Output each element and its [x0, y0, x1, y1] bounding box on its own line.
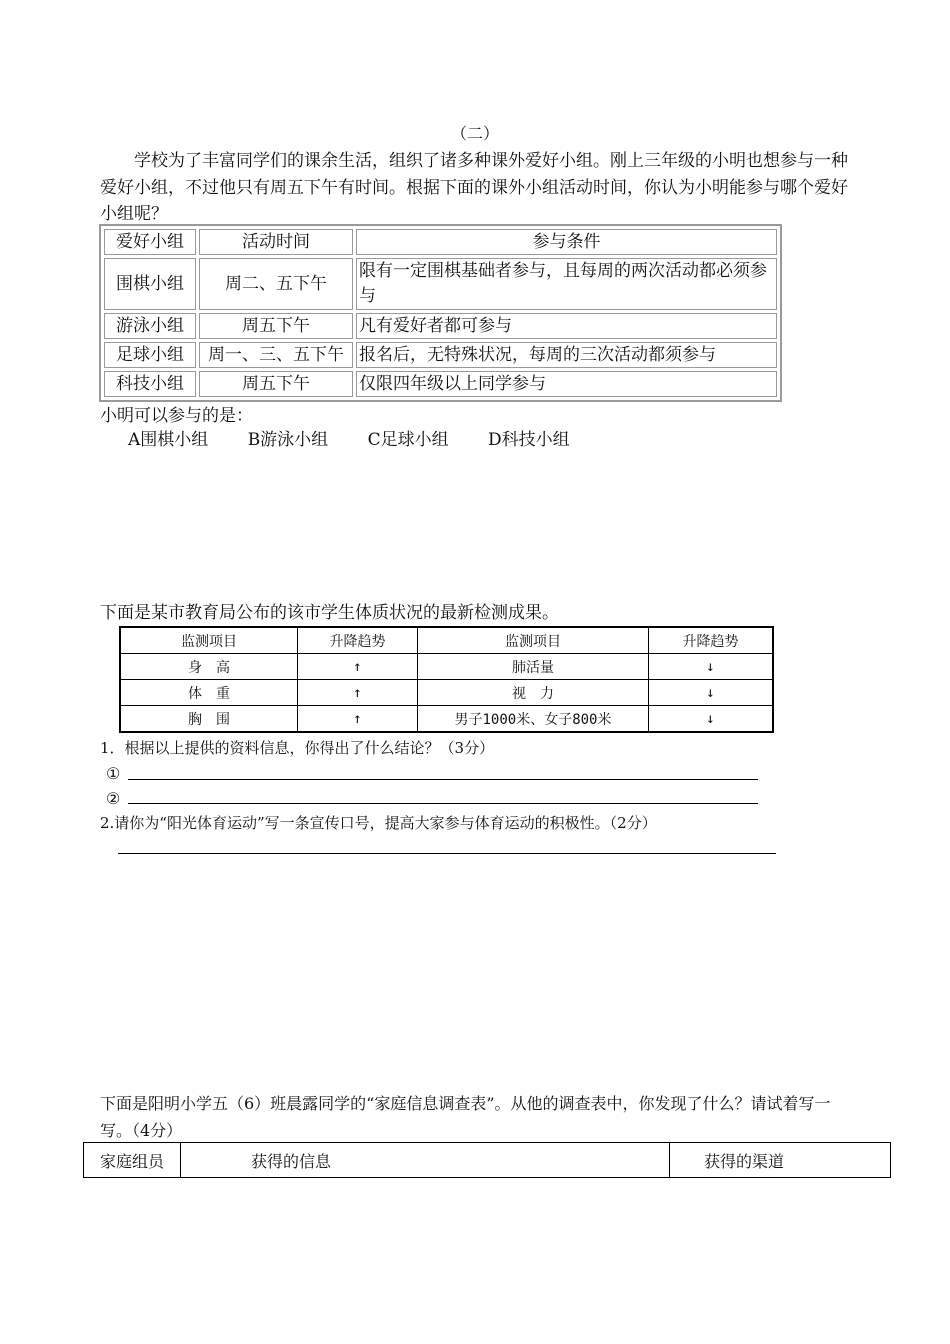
table-row: [120, 654, 773, 680]
table-row: [120, 706, 773, 733]
section1-intro: [100, 148, 855, 228]
header-cell: 监测项目: [418, 627, 649, 654]
option-c[interactable]: C足球小组: [367, 430, 449, 450]
question-text: 小明可以参与的是：: [100, 406, 253, 426]
table-cell: 周一、三、五下午: [199, 342, 353, 368]
trend-cell: ↓: [649, 706, 774, 733]
table-row: [120, 680, 773, 706]
section-title: （二）: [450, 124, 499, 143]
header-cell: 参与条件: [356, 229, 777, 255]
section2-intro: 下面是某市教育局公布的该市学生体质状况的最新检测成果。: [100, 603, 559, 623]
answer-options: [128, 427, 604, 453]
table-cell: 胸 围: [120, 706, 298, 733]
table-cell: 视 力: [418, 680, 649, 706]
table-row: [104, 371, 777, 397]
header-cell: 爱好小组: [104, 229, 196, 255]
trend-cell: ↓: [649, 680, 774, 706]
trend-cell: ↑: [298, 680, 418, 706]
family-survey-table: [83, 1142, 891, 1178]
option-a[interactable]: A围棋小组: [128, 430, 209, 450]
trend-cell: ↑: [298, 654, 418, 680]
club-schedule-table: [99, 224, 782, 402]
table-row: [104, 313, 777, 339]
header-cell: 获得的信息: [181, 1143, 670, 1178]
table-header-row: [104, 229, 777, 255]
table-cell: 限有一定围棋基础者参与，且每周的两次活动都必须参与: [356, 258, 777, 310]
intro-paragraph: 学校为了丰富同学们的课余生活，组织了诸多种课外爱好小组。刚上三年级的小明也想参与一种爱好小组，不过他只有周五下午有时间。根据下面的课外小组活动时间，你认为小明能参与哪个爱好小组呢？: [100, 151, 848, 224]
table-cell: 周五下午: [199, 313, 353, 339]
answer-line-2[interactable]: [128, 803, 758, 804]
question-2: 2.请你为“阳光体育运动”写一条宣传口号，提高大家参与体育运动的积极性。（2分）: [100, 814, 657, 832]
header-cell: 获得的渠道: [670, 1143, 891, 1178]
table-cell: 报名后，无特殊状况，每周的三次活动都须参与: [356, 342, 777, 368]
header-cell: 升降趋势: [298, 627, 418, 654]
table-cell: 足球小组: [104, 342, 196, 368]
option-b[interactable]: B游泳小组: [247, 430, 329, 450]
table-header-row: [120, 627, 773, 654]
table-header-row: [84, 1143, 891, 1178]
table-cell: 身 高: [120, 654, 298, 680]
table-cell: 围棋小组: [104, 258, 196, 310]
section3-intro: 下面是阳明小学五（6）班晨露同学的“家庭信息调查表”。从他的调查表中，你发现了什么？请试着写一写。（4分）: [100, 1094, 831, 1140]
answer-marker-1: ①: [106, 764, 121, 783]
table-cell: 男子1000米、女子800米: [418, 706, 649, 733]
table-cell: 仅限四年级以上同学参与: [356, 371, 777, 397]
answer-marker-2: ②: [106, 789, 121, 808]
table-row: [104, 342, 777, 368]
option-d[interactable]: D科技小组: [488, 430, 570, 450]
trend-cell: ↓: [649, 654, 774, 680]
header-cell: 升降趋势: [649, 627, 774, 654]
table-cell: 体 重: [120, 680, 298, 706]
fitness-results-table: [119, 626, 774, 733]
table-cell: 科技小组: [104, 371, 196, 397]
header-cell: 家庭组员: [84, 1143, 181, 1178]
table-cell: 游泳小组: [104, 313, 196, 339]
table-cell: 凡有爱好者都可参与: [356, 313, 777, 339]
question-1: 1．根据以上提供的资料信息，你得出了什么结论？（3分）: [100, 739, 495, 757]
table-row: [104, 258, 777, 310]
answer-line-1[interactable]: [128, 779, 758, 780]
answer-line-3[interactable]: [118, 853, 776, 854]
table-cell: 周二、五下午: [199, 258, 353, 310]
table-cell: 肺活量: [418, 654, 649, 680]
header-cell: 活动时间: [199, 229, 353, 255]
table-cell: 周五下午: [199, 371, 353, 397]
header-cell: 监测项目: [120, 627, 298, 654]
trend-cell: ↑: [298, 706, 418, 733]
